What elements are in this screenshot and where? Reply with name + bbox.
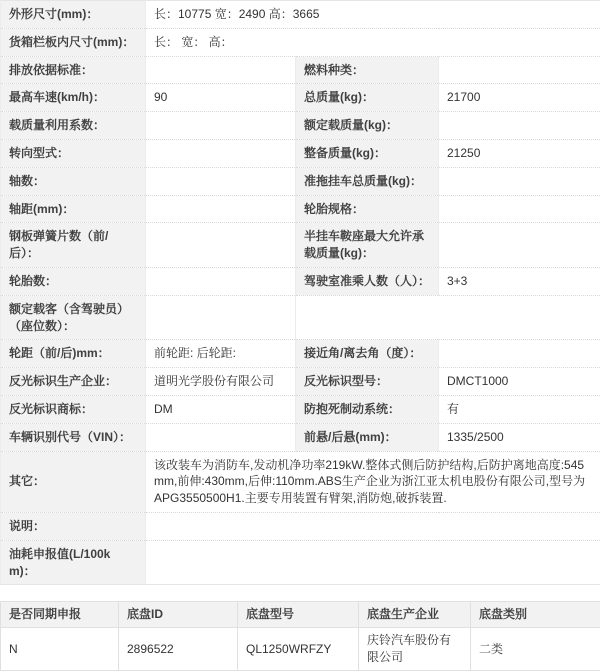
spec-label: 其它： [1,451,146,512]
spec-value: 长：10775 宽：2490 高：3665 [146,1,600,29]
spec-label: 最高车速(km/h)： [1,84,146,112]
spec-row-6 [1,167,600,195]
spec-value: DMCT1000 [439,368,600,396]
spec-label: 半挂车鞍座最大允许承载质量(kg)： [296,223,439,268]
spec-row-10 [1,295,600,340]
spec-label: 轮胎数： [1,267,146,295]
spec-value [146,112,296,140]
spec-row-13 [1,395,600,423]
spec-row-3 [1,84,600,112]
spec-value: 有 [439,395,600,423]
spec-row-8 [1,223,600,268]
spec-label: 轴距(mm)： [1,195,146,223]
spec-label: 驾驶室准乘人数（人）： [296,267,439,295]
chassis-cell: 二类 [471,628,600,671]
spec-label: 钢板弹簧片数（前/后）： [1,223,146,268]
spec-row-5 [1,139,600,167]
spec-value [146,56,296,84]
chassis-header-cell: 是否同期申报 [1,602,119,628]
spec-value: 1335/2500 [439,423,600,451]
spec-value [146,540,600,585]
spec-row-12 [1,368,600,396]
spec-value: DM [146,395,296,423]
spec-label: 前悬/后悬(mm)： [296,423,439,451]
spec-value [439,340,600,368]
spec-value [146,223,296,268]
spec-value: 3+3 [439,267,600,295]
spec-value [146,267,296,295]
spec-row-2 [1,56,600,84]
chassis-cell: QL1250WRFZY [238,628,359,671]
spec-label: 油耗申报值(L/100km)： [1,540,146,585]
spec-label: 说明： [1,512,146,540]
spec-label: 准拖挂车总质量(kg)： [296,167,439,195]
chassis-header-cell: 底盘ID [119,602,238,628]
chassis-row-0 [1,628,600,671]
spec-value [146,423,296,451]
spec-label: 轮胎规格： [296,195,439,223]
chassis-cell: N [1,628,119,671]
spec-value [439,167,600,195]
spec-value [146,295,296,340]
spec-label: 货箱栏板内尺寸(mm)： [1,28,146,56]
spec-value: 道明光学股份有限公司 [146,368,296,396]
spec-value: 该改装车为消防车,发动机净功率219kW.整体式侧后防护结构,后防护离地高度:545mm,前伸:430mm,后伸:110mm.ABS生产企业为浙江亚太机电股份有限公司,型号为APG3550500H1.主要专用装置有臂架,消防炮,破拆装置. [146,451,600,512]
spec-value: 长： 宽： 高： [146,28,600,56]
spec-row-7 [1,195,600,223]
spec-row-15 [1,451,600,512]
spec-label: 排放依据标准： [1,56,146,84]
spec-row-9 [1,267,600,295]
spec-label: 燃料种类： [296,56,439,84]
spec-value-empty [296,295,600,340]
spec-value: 21250 [439,139,600,167]
spec-label: 外形尺寸(mm)： [1,1,146,29]
chassis-table [0,601,600,670]
chassis-header-row [1,602,600,628]
spec-label: 轮距（前/后)mm： [1,340,146,368]
spec-label: 额定载客（含驾驶员）（座位数）： [1,295,146,340]
spec-value [146,195,296,223]
spec-label: 轴数： [1,167,146,195]
spec-value [439,56,600,84]
spec-label: 接近角/离去角（度）： [296,340,439,368]
spec-label: 车辆识别代号（VIN）： [1,423,146,451]
spec-label: 反光标识商标： [1,395,146,423]
spec-label: 额定载质量(kg)： [296,112,439,140]
spec-value [439,223,600,268]
spec-label: 载质量利用系数： [1,112,146,140]
spec-label: 反光标识生产企业： [1,368,146,396]
spec-row-16 [1,512,600,540]
spec-value [439,112,600,140]
spec-label: 防抱死制动系统： [296,395,439,423]
chassis-cell: 2896522 [119,628,238,671]
spec-value: 90 [146,84,296,112]
spec-row-11 [1,340,600,368]
spec-row-4 [1,112,600,140]
chassis-header-cell: 底盘型号 [238,602,359,628]
spec-value [146,139,296,167]
spec-label: 整备质量(kg)： [296,139,439,167]
chassis-header-cell: 底盘类别 [471,602,600,628]
chassis-cell: 庆铃汽车股份有限公司 [359,628,471,671]
spec-value: 前轮距: 后轮距: [146,340,296,368]
chassis-table-body [1,628,600,671]
spec-label: 总质量(kg)： [296,84,439,112]
spec-label: 转向型式： [1,139,146,167]
spec-value [439,195,600,223]
vehicle-spec-table-body [1,1,600,585]
chassis-header-cell: 底盘生产企业 [359,602,471,628]
spec-row-14 [1,423,600,451]
spec-row-0 [1,1,600,29]
spec-label: 反光标识型号： [296,368,439,396]
spec-value [146,167,296,195]
spec-value [146,512,600,540]
spec-row-17 [1,540,600,585]
spec-value: 21700 [439,84,600,112]
spec-row-1 [1,28,600,56]
